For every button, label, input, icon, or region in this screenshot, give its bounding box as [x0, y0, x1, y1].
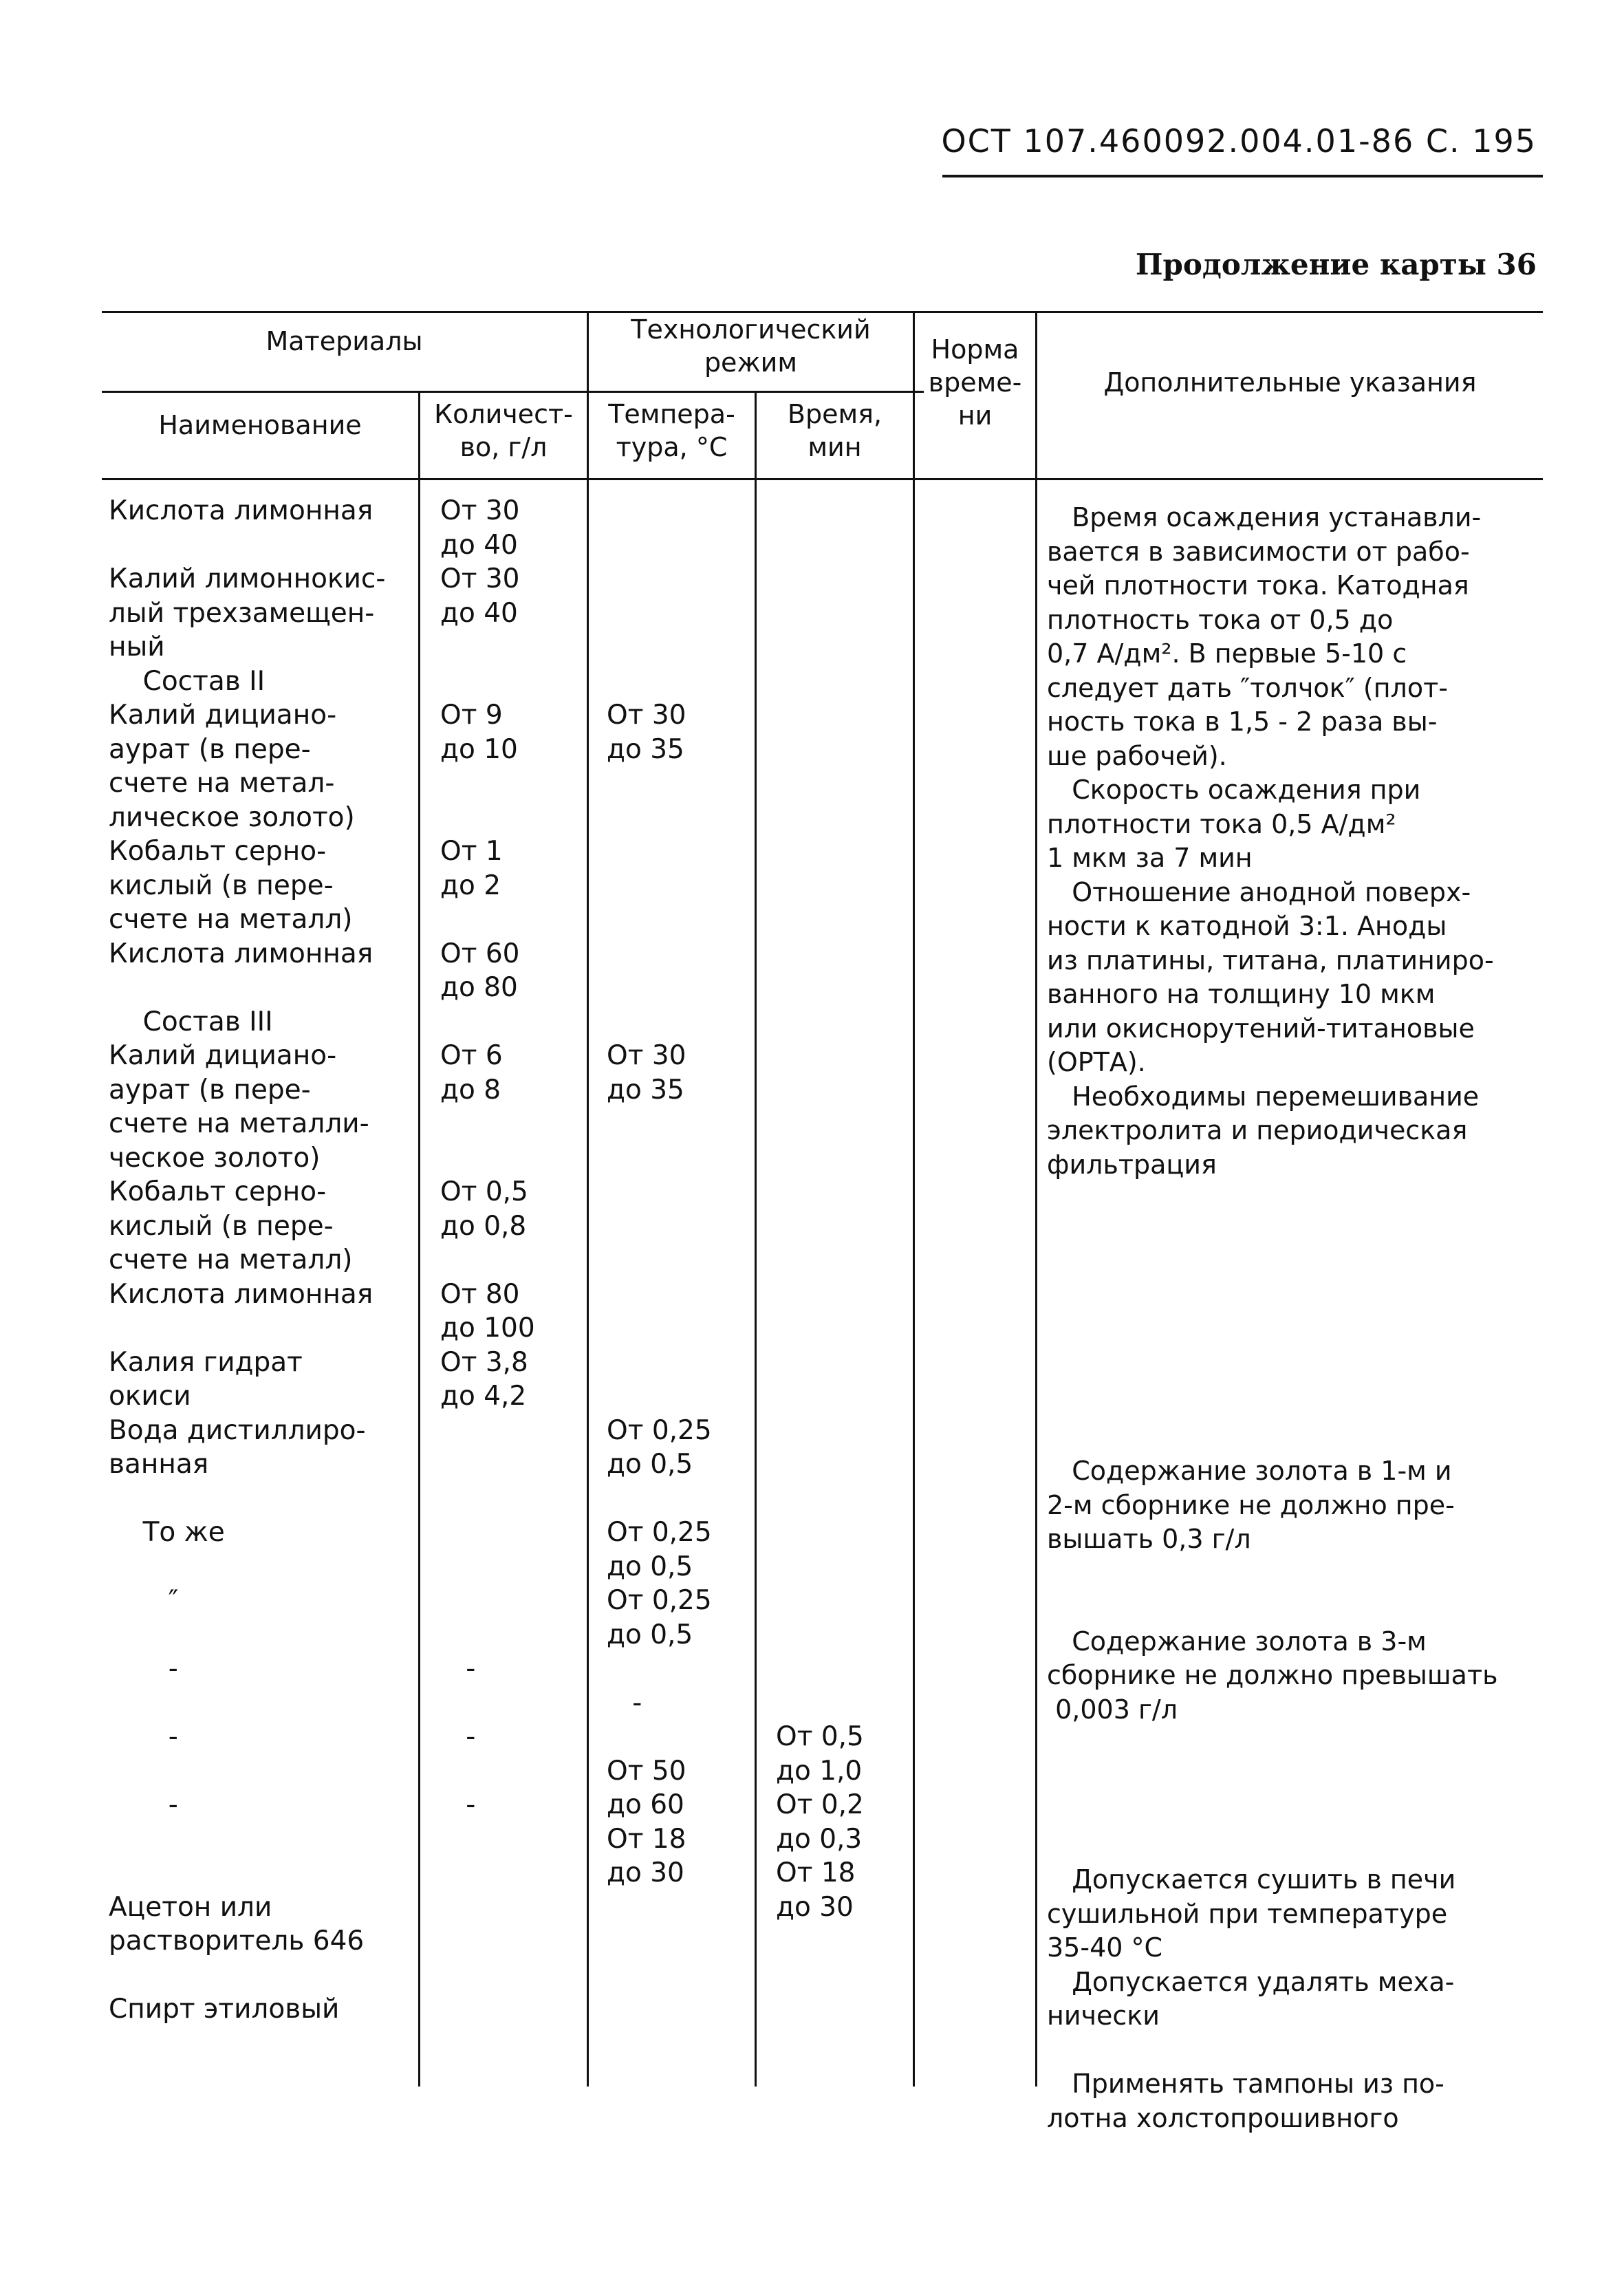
page-header: ОСТ 107.460092.004.01-86 С. 195 [941, 122, 1537, 160]
col-divider-3 [755, 391, 757, 2087]
header-materials: Материалы [266, 326, 423, 356]
column-quantity: От 30 до 40 От 30 до 40 От 9 до 10 От 1 до 2 От 60 до 80 От 6 до 8 От 0,5 до 0,8 От 80 до 100 От 3,8 до 4,2 - - - [440, 495, 535, 1820]
header-temperature: Темпера- тура, °С [608, 399, 735, 462]
column-notes: Время осаждения устанавли- вается в зависимости от рабо- чей плотности тока. Катодная плотность тока от 0,5 до 0,7 А/дм². В первые 5-10 с следует дать ″толчок″ (плот- ность тока в 1,5 - 2 раза вы- ше рабочей). Скорость осаждения при плотности тока 0,5 А/дм² 1 мкм за 7 мин Отношение анодной поверх- ности к катодной 3:1. Аноды из платины, титана, платиниро- ванного на толщину 10 мкм или окиснорутений-титановые (ОРТА). Необходимы перемешивание электролита и периодическая фильтрация Содержание золота в 1-м и 2-м сборнике не должно пре- вышать 0,3 г/л Содержание золота в 3-м сборнике не должно превышать 0,003 г/л Допускается сушить в печи сушильной при температуре 35-40 °С Допускается удалять меха- нически Применять тампоны из по- лотна холстопрошивного [1047, 502, 1498, 2133]
col-divider-5 [1035, 311, 1037, 2087]
header-quantity: Количест- во, г/л [434, 399, 573, 462]
header-name: Наименование [158, 410, 362, 440]
header-notes: Дополнительные указания [1103, 367, 1477, 398]
column-time: От 0,5 до 1,0 От 0,2 до 0,3 От 18 до 30 [776, 1721, 864, 1923]
header-norm: Норма време- ни [928, 334, 1022, 431]
col-divider-4 [913, 311, 915, 2087]
continuation-label: Продолжение карты 36 [1135, 248, 1537, 281]
column-temperature: От 30 до 35 От 30 до 35 От 0,25 до 0,5 От 0,25 до 0,5 От 0,25 до 0,5 - От 50 до 60 От 18 до 30 [607, 700, 712, 1888]
column-name: Кислота лимонная Калий лимоннокис- лый трехзамещен- ный Состав II Калий дициано- аурат (в пере- счете на метал- лическое золото) Кобальт серно- кислый (в пере- счете на металл) Кислота лимонная Состав III Калий дициано- аурат (в пере- счете на металли- ческое золото) Кобальт серно- кислый (в пере- счете на металл) Кислота лимонная Калия гидрат окиси Вода дистиллиро- ванная То же ″ - - - Ацетон или растворитель 646 Спирт этиловый [109, 495, 386, 2025]
header-time: Время, мин [787, 399, 883, 462]
header-tech-mode: Технологический режим [631, 314, 871, 378]
header-bottom-rule [102, 478, 1543, 480]
header-split-rule [102, 391, 924, 393]
header-rule [942, 175, 1543, 177]
col-divider-2 [587, 311, 589, 2087]
col-divider-1 [418, 391, 420, 2087]
